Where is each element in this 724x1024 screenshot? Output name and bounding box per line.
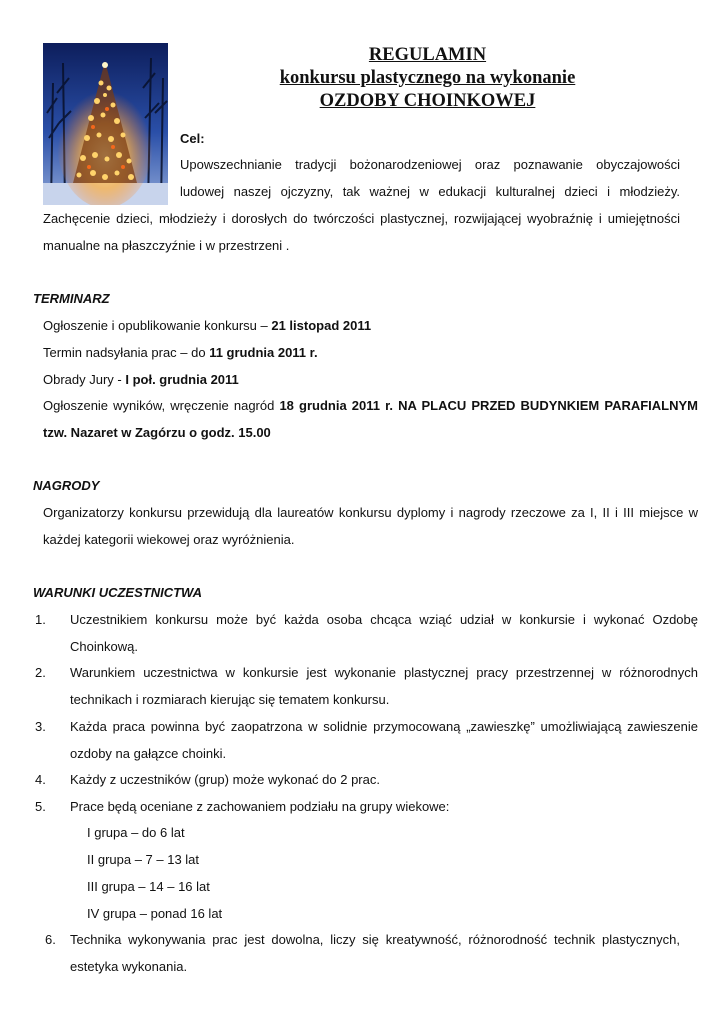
- list-item-text: Choinkową.: [70, 639, 138, 654]
- age-group-item: I grupa – do 6 lat: [87, 825, 185, 840]
- list-item-text: estetyka wykonania.: [70, 959, 188, 974]
- list-item-text: Każdy z uczestników (grup) może wykonać do 2 prac.: [70, 772, 380, 787]
- prizes-text-line1: Organizatorzy konkursu przewidują dla laureatów konkursu dyplomy i nagrody rzeczowe za I, II i III miejsce w: [43, 505, 698, 520]
- list-item-text: Warunkiem uczestnictwa w konkursie jest wykonanie plastycznej pracy przestrzennej w różnorodnych: [70, 665, 698, 680]
- goal-text-line1: Upowszechnianie tradycji bożonarodzeniowej oraz poznawanie obyczajowości: [180, 157, 680, 172]
- goal-text-line4: manualne na płaszczyźnie i w przestrzeni .: [43, 238, 290, 253]
- goal-text-line3: Zachęcenie dzieci, młodzieży i dorosłych do twórczości plastycznej, rozwijającej wyobraźnię i umiejętności: [43, 211, 680, 226]
- list-item-text: Technika wykonywania prac jest dowolna, liczy się kreatywność, różnorodność technik plastycznych,: [70, 932, 680, 947]
- schedule-heading: TERMINARZ: [33, 291, 110, 306]
- list-item-number: 3.: [35, 719, 46, 734]
- list-item-text: Uczestnikiem konkursu może być każda osoba chcąca wziąć udział w konkursie i wykonać Ozdobę: [70, 612, 698, 627]
- schedule-item-text: Termin nadsyłania prac – do: [43, 345, 210, 360]
- document-title-line2: konkursu plastycznego na wykonanie: [279, 68, 576, 88]
- schedule-item-text: Obrady Jury -: [43, 372, 126, 387]
- list-item-number: 2.: [35, 665, 46, 680]
- schedule-item-announcement: [43, 317, 371, 334]
- list-item-text: Prace będą oceniane z zachowaniem podziału na grupy wiekowe:: [70, 799, 450, 814]
- age-group-item: III grupa – 14 – 16 lat: [87, 879, 210, 894]
- document-title-line1: REGULAMIN: [368, 45, 487, 65]
- schedule-item-jury: [43, 371, 239, 388]
- christmas-tree-photo: [43, 43, 168, 205]
- schedule-item-text: Ogłoszenie wyników, wręczenie nagród: [43, 398, 280, 413]
- list-item-text: technikach i rozmiarach kierując się tematem konkursu.: [70, 692, 390, 707]
- list-item-number: 4.: [35, 772, 46, 787]
- age-group-item: IV grupa – ponad 16 lat: [87, 906, 223, 921]
- list-item-number: 6.: [45, 932, 56, 947]
- goal-text-line2: ludowej naszej ojczyzny, tak ważnej w edukacji kulturalnej dzieci i młodzieży.: [180, 184, 680, 199]
- document-title-line3: OZDOBY CHOINKOWEJ: [319, 91, 536, 111]
- schedule-item-date: I poł. grudnia 2011: [125, 372, 239, 387]
- prizes-heading: NAGRODY: [33, 478, 100, 493]
- goal-label: Cel:: [180, 131, 205, 146]
- schedule-item-results: [43, 397, 698, 414]
- conditions-heading: WARUNKI UCZESTNICTWA: [33, 585, 202, 600]
- age-group-item: II grupa – 7 – 13 lat: [87, 852, 200, 867]
- christmas-tree-icon: [43, 43, 168, 205]
- list-item-text: ozdoby na gałązce choinki.: [70, 746, 227, 761]
- schedule-item-date: 18 grudnia 2011 r. NA PLACU PRZED BUDYNKIEM PARAFIALNYM: [279, 398, 698, 413]
- schedule-item-date: 21 listopad 2011: [271, 318, 372, 333]
- list-item-number: 1.: [35, 612, 46, 627]
- list-item-number: 5.: [35, 799, 46, 814]
- schedule-item-date: 11 grudnia 2011 r.: [209, 345, 318, 360]
- schedule-item-results-location: tzw. Nazaret w Zagórzu o godz. 15.00: [43, 425, 271, 440]
- list-item-text: Każda praca powinna być zaopatrzona w solidnie przymocowaną „zawieszkę” umożliwiającą zawieszenie: [70, 719, 698, 734]
- schedule-item-submission: [43, 344, 318, 361]
- schedule-item-text: Ogłoszenie i opublikowanie konkursu –: [43, 318, 272, 333]
- prizes-text-line2: każdej kategorii wiekowej oraz wyróżnienia.: [43, 532, 295, 547]
